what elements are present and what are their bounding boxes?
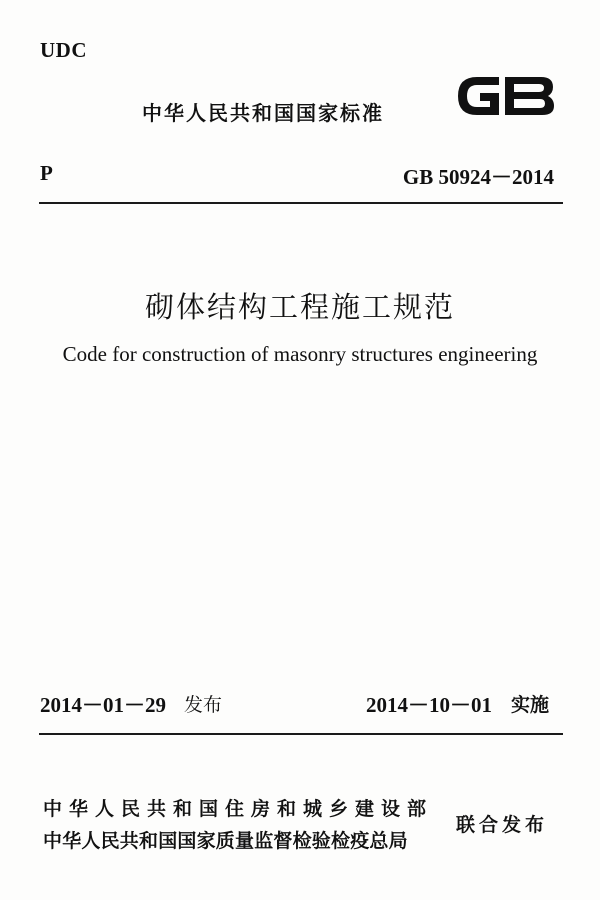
implementation-date: 2014－10－01 [366,693,492,717]
implementation-label: 实施 [511,694,550,716]
top-divider [39,202,563,204]
issuer-quality-supervision: 中华人民共和国国家质量监督检验检疫总局 [43,830,408,852]
issuer-ministry-housing: 中华人民共和国住房和城乡建设部 [43,798,434,820]
bottom-divider [39,733,563,735]
issue-date: 2014－01－29 [40,693,166,717]
gb-logo [453,70,558,122]
standard-number: GB 50924－2014 [402,165,554,189]
joint-issue-label: 联合发布 [456,814,549,836]
national-standard-label: 中华人民共和国国家标准 [142,101,384,125]
udc-label: UDC [40,38,87,62]
issue-label: 发布 [184,694,223,716]
title-chinese: 砌体结构工程施工规范 [144,290,455,324]
gb-logo-icon [453,70,558,122]
classification-code: P [40,161,53,185]
title-english: Code for construction of masonry structures engineering [62,342,538,366]
